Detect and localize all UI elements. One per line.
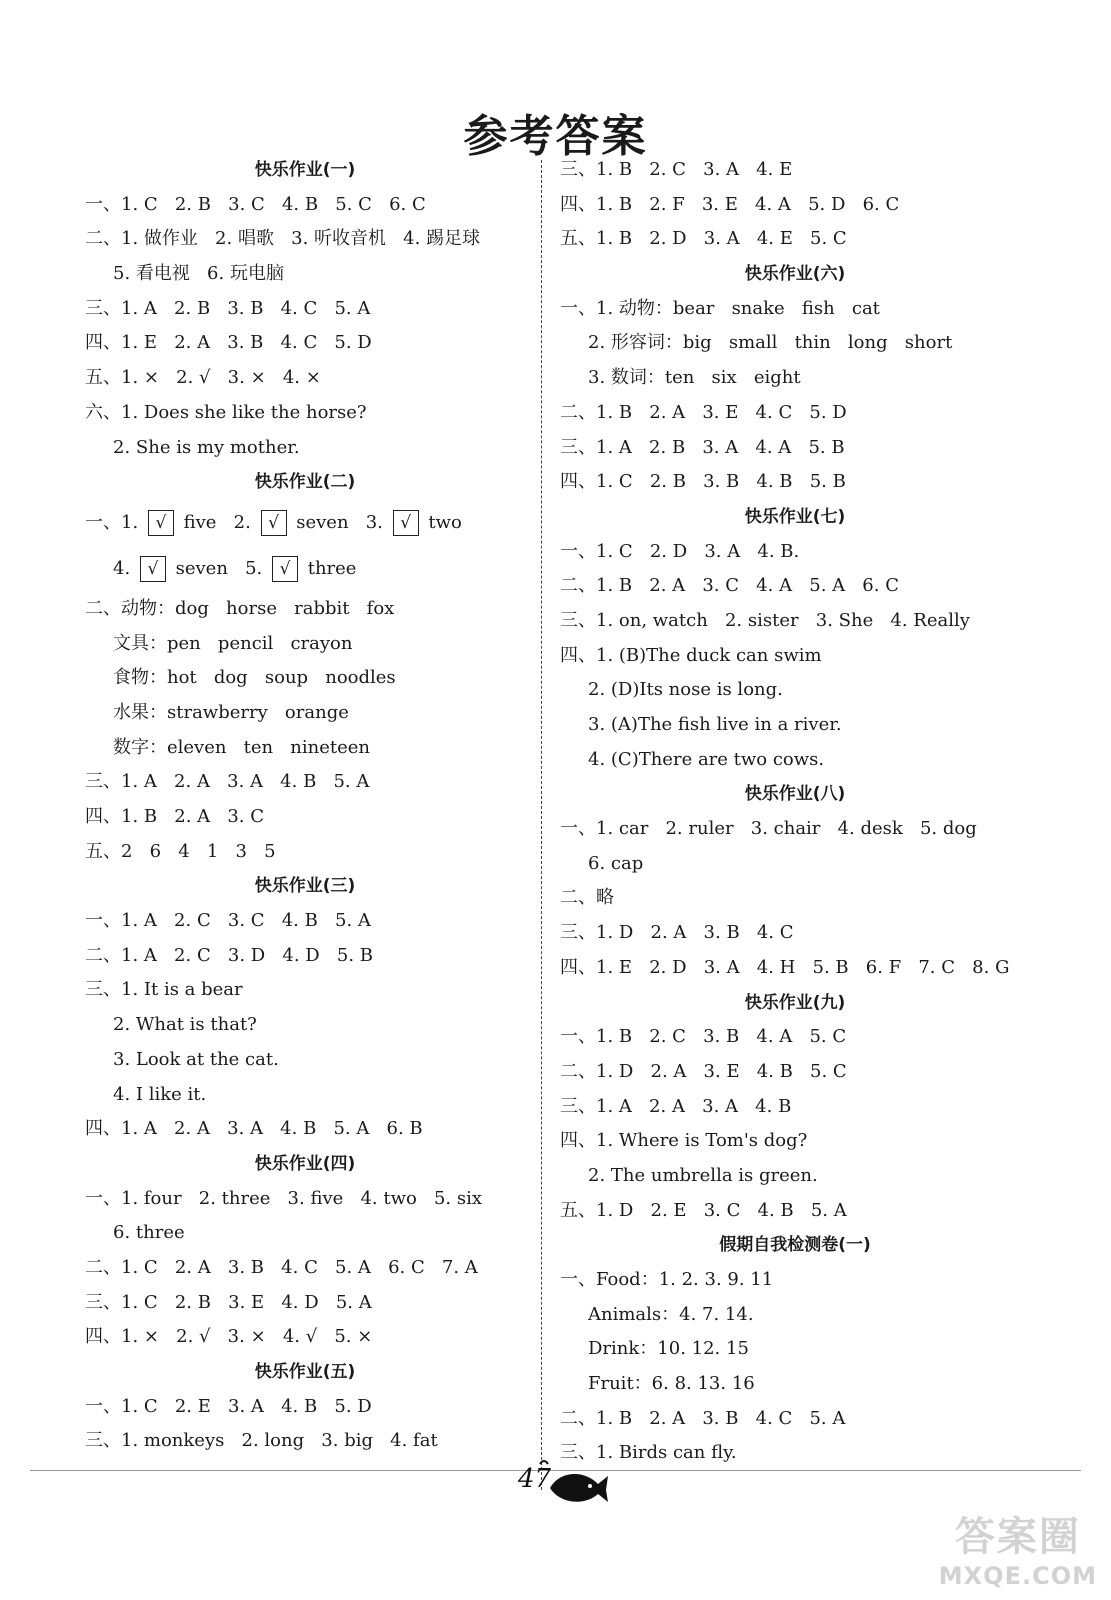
answer-line: 三、1. A 2. A 3. A 4. B [560,1095,792,1117]
answer-text: two [422,511,462,533]
answer-line: 6. cap [588,852,644,874]
answer-text: 4. [113,557,136,579]
section-heading: 快乐作业(二) [254,472,356,493]
answer-line-checkboxes [85,500,525,546]
answer-line: 一、1. 动物：bear snake fish cat [560,297,880,319]
answer-line: 5. 看电视 6. 玩电脑 [113,263,284,285]
answer-line: 3. Look at the cat. [113,1048,279,1070]
answer-line: 2. What is that? [113,1014,257,1036]
answer-line: 四、1. Where is Tom's dog? [560,1130,808,1152]
answer-line: 2. She is my mother. [113,436,300,458]
answer-line: 五、2 6 4 1 3 5 [85,840,276,862]
answer-line: 二、1. C 2. A 3. B 4. C 5. A 6. C 7. A [85,1256,478,1278]
answer-line-checkboxes [85,546,525,592]
answer-line: 一、1. C 2. D 3. A 4. B. [560,540,800,562]
checked-box: √ [393,510,419,536]
answer-column-left [85,153,525,1459]
answer-line: 3. (A)The fish live in a river. [588,714,842,735]
answer-line: 4. (C)There are two cows. [588,748,825,770]
answer-line: 二、动物：dog horse rabbit fox [85,597,395,619]
section-heading: 快乐作业(九) [744,992,846,1013]
answer-text: five 2. [177,511,257,533]
answer-line: Fruit：6. 8. 13. 16 [588,1373,755,1395]
answer-line: 数字：eleven ten nineteen [113,736,371,758]
answer-line: 水果：strawberry orange [113,701,349,723]
answer-line: 二、1. B 2. A 3. E 4. C 5. D [560,401,847,423]
answer-column-right [560,153,1030,1471]
section-heading: 快乐作业(六) [744,264,846,285]
answer-line: 三、1. on, watch 2. sister 3. She 4. Really [560,609,970,631]
answer-line: 2. (D)Its nose is long. [588,679,783,701]
answer-line: 四、1. C 2. B 3. B 4. B 5. B [560,471,846,493]
answer-line: Drink：10. 12. 15 [588,1338,749,1360]
answer-line: 二、1. B 2. A 3. B 4. C 5. A [560,1407,846,1429]
answer-line: 一、1. car 2. ruler 3. chair 4. desk 5. dog [560,818,977,840]
checked-box: √ [140,556,166,582]
watermark-url: MXQE.COM [938,1562,1097,1590]
answer-line: 五、1. B 2. D 3. A 4. E 5. C [560,228,847,250]
answer-text: 一、1. [85,511,144,533]
section-heading: 快乐作业(八) [744,784,846,805]
answer-text: three [302,557,357,579]
page-title: 参考答案 [463,111,648,162]
answer-text: seven 3. [290,511,389,533]
section-heading: 快乐作业(一) [254,160,356,180]
answer-line: 三、1. monkeys 2. long 3. big 4. fat [85,1430,438,1452]
answer-line: 2. The umbrella is green. [588,1164,818,1186]
column-divider [541,160,542,1490]
answer-line: 一、1. B 2. C 3. B 4. A 5. C [560,1026,847,1048]
answer-line: 2. 形容词：big small thin long short [588,332,953,354]
answer-line: 一、Food：1. 2. 3. 9. 11 [560,1269,774,1290]
answer-line: 食物：hot dog soup noodles [113,667,396,689]
checked-box: √ [148,510,174,536]
answer-line: 三、1. A 2. B 3. B 4. C 5. A [85,297,371,319]
answer-line: 三、1. C 2. B 3. E 4. D 5. A [85,1291,372,1313]
answer-line: 二、1. A 2. C 3. D 4. D 5. B [85,944,373,966]
answer-line: 二、1. B 2. A 3. C 4. A 5. A 6. C [560,575,899,597]
section-heading: 快乐作业(七) [744,506,846,527]
answer-line: 五、1. × 2. √ 3. × 4. × [85,367,321,389]
section-heading: 假期自我检测卷(一) [719,1235,871,1256]
page-number: 47 [518,1464,552,1494]
answer-line: 四、1. E 2. A 3. B 4. C 5. D [85,332,372,354]
answer-text: seven 5. [169,557,268,579]
answer-line: 一、1. four 2. three 3. five 4. two 5. six [85,1187,483,1209]
answer-line: 四、1. A 2. A 3. A 4. B 5. A 6. B [85,1118,423,1140]
answer-line: 6. three [113,1222,185,1244]
checked-box: √ [261,510,287,536]
answer-line: 三、1. It is a bear [85,979,243,1001]
answer-line: 文具：pen pencil crayon [113,632,353,654]
answer-line: 一、1. C 2. B 3. C 4. B 5. C 6. C [85,193,426,215]
answer-line: 四、1. E 2. D 3. A 4. H 5. B 6. F 7. C 8. G [560,956,1010,978]
answer-line: 一、1. A 2. C 3. C 4. B 5. A [85,910,371,932]
checked-box: √ [272,556,298,582]
answer-line: 四、1. B 2. F 3. E 4. A 5. D 6. C [560,193,900,215]
answer-line: 六、1. Does she like the horse? [85,401,367,423]
answer-line: 三、1. Birds can fly. [560,1442,737,1464]
answer-line: 3. 数词：ten six eight [588,367,801,389]
answer-line: 三、1. B 2. C 3. A 4. E [560,159,793,180]
page-number-badge [510,1450,610,1510]
answer-line: 二、略 [560,887,614,909]
answer-line: 三、1. A 2. B 3. A 4. A 5. B [560,436,845,458]
answer-line: 4. I like it. [113,1083,207,1105]
answer-line: 一、1. C 2. E 3. A 4. B 5. D [85,1395,372,1417]
answer-line: 四、1. (B)The duck can swim [560,644,822,666]
answer-line: 三、1. A 2. A 3. A 4. B 5. A [85,771,370,793]
watermark-logo-text: 答案圈 [954,1514,1081,1560]
answer-line: 二、1. D 2. A 3. E 4. B 5. C [560,1060,847,1082]
answer-line: 二、1. 做作业 2. 唱歌 3. 听收音机 4. 踢足球 [85,228,481,250]
watermark [939,1505,1097,1590]
section-heading: 快乐作业(五) [254,1362,356,1382]
answer-line: 三、1. D 2. A 3. B 4. C [560,922,794,944]
section-heading: 快乐作业(三) [254,876,356,897]
section-heading: 快乐作业(四) [254,1153,356,1174]
answer-line: 四、1. × 2. √ 3. × 4. √ 5. × [85,1326,373,1348]
answer-line: 五、1. D 2. E 3. C 4. B 5. A [560,1199,847,1221]
answer-line: Animals：4. 7. 14. [588,1303,754,1325]
answer-line: 四、1. B 2. A 3. C [85,806,265,827]
